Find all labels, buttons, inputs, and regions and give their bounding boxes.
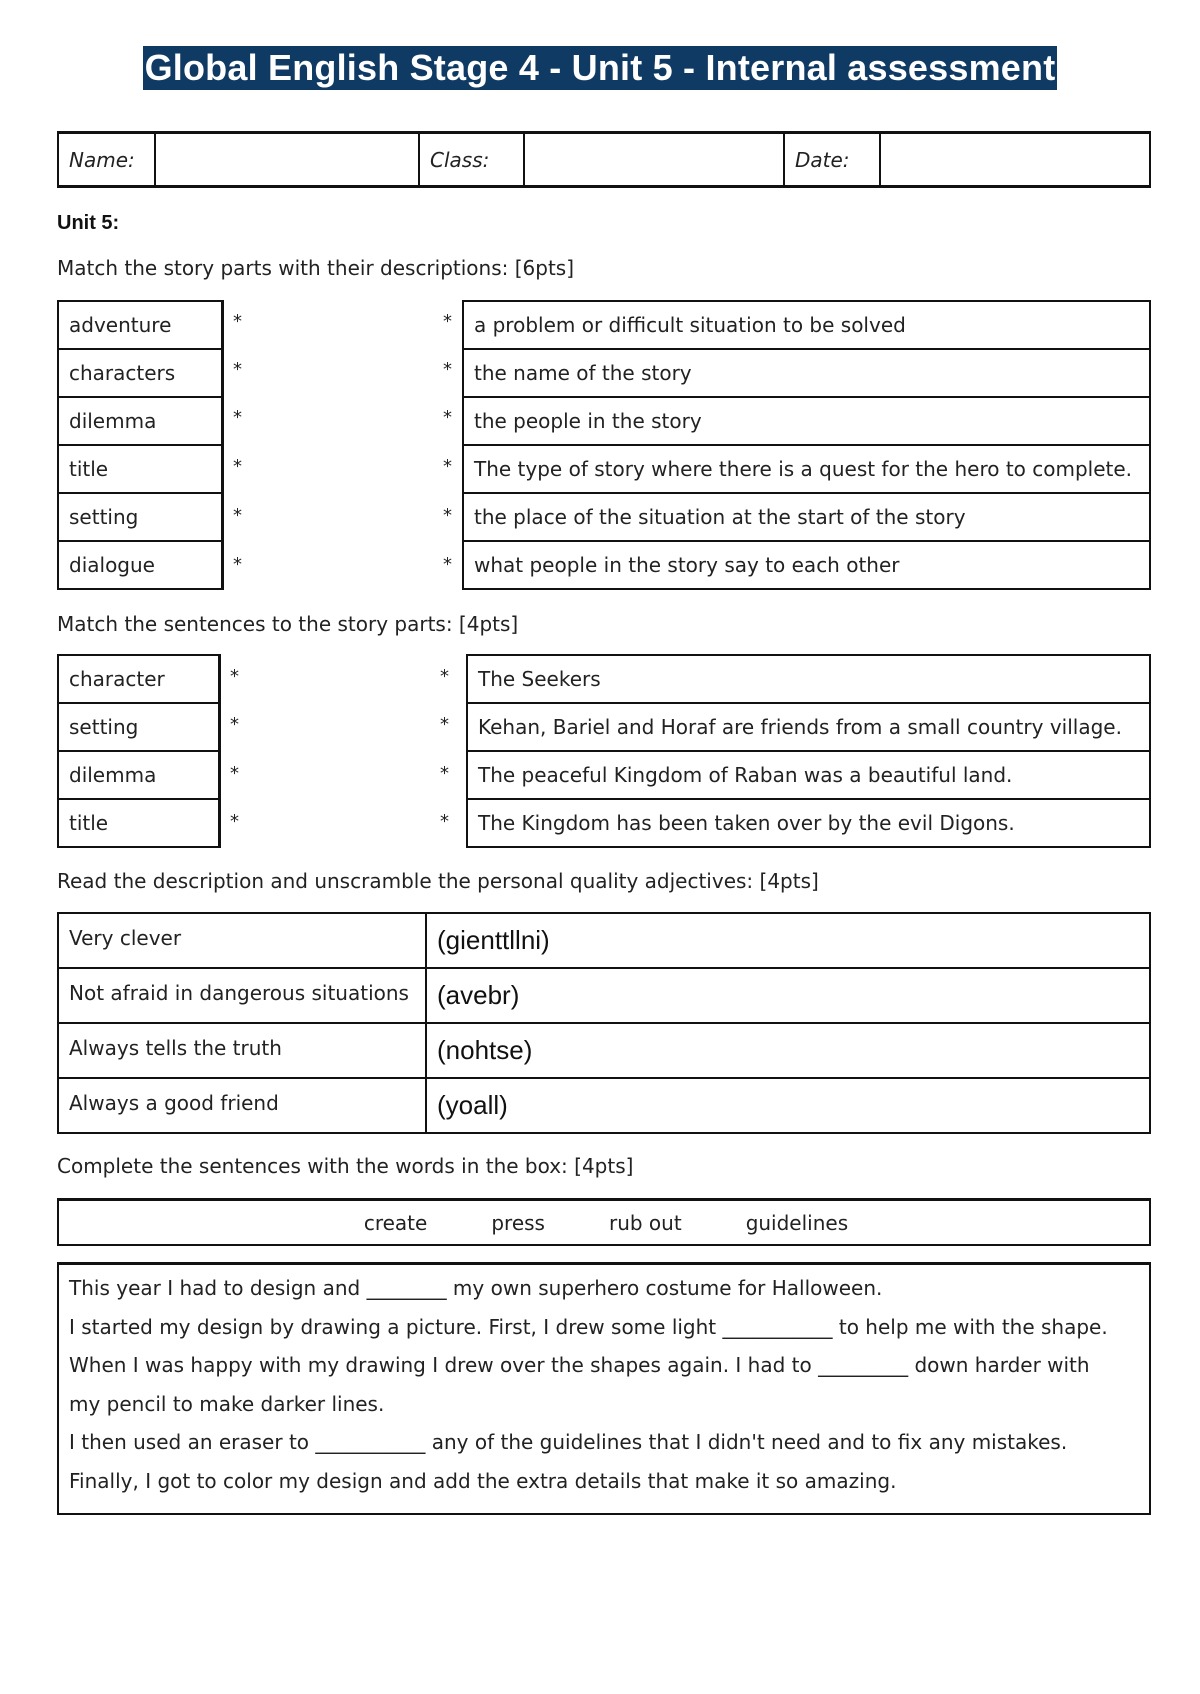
sentence-item: Kehan, Bariel and Horaf are friends from a small country village. [467, 703, 1150, 751]
section2-right-table [466, 654, 1151, 848]
match-point-left[interactable]: * [230, 811, 239, 832]
match-point-right[interactable]: * [443, 505, 452, 526]
class-label: Class: [419, 133, 524, 187]
paragraph-line[interactable]: When I was happy with my drawing I drew over the shapes again. I had to _________ down harder with [69, 1353, 1090, 1377]
adjective-description: Always a good friend [58, 1078, 426, 1133]
paragraph-line[interactable]: This year I had to design and ________ my own superhero costume for Halloween. [69, 1276, 883, 1300]
match-point-left[interactable]: * [233, 407, 242, 428]
match-point-right[interactable]: * [440, 811, 449, 832]
match-point-right[interactable]: * [440, 763, 449, 784]
word-box-item: create [363, 1210, 428, 1235]
sentence-item: The Seekers [467, 655, 1150, 703]
section4-instruction: Complete the sentences with the words in the box: [4pts] [57, 1154, 634, 1178]
description-item: a problem or difficult situation to be solved [463, 301, 1150, 349]
adjective-description: Not afraid in dangerous situations [58, 968, 426, 1023]
story-part-item: adventure [58, 301, 223, 349]
match-point-left[interactable]: * [233, 456, 242, 477]
match-point-right[interactable]: * [440, 666, 449, 687]
story-part-item: dilemma [58, 751, 220, 799]
match-point-right[interactable]: * [443, 407, 452, 428]
section1-right-table [462, 300, 1151, 590]
section1-left-table [57, 300, 224, 590]
table-row [58, 913, 1150, 968]
story-part-item: setting [58, 493, 223, 541]
date-field[interactable] [880, 133, 1150, 187]
name-field[interactable] [155, 133, 419, 187]
story-part-item: characters [58, 349, 223, 397]
paragraph-line[interactable]: I started my design by drawing a picture. First, I drew some light ___________ to help me with the shape. [69, 1314, 1108, 1339]
scrambled-word[interactable]: (nohtse) [426, 1023, 1150, 1078]
match-point-left[interactable]: * [233, 554, 242, 575]
class-field[interactable] [524, 133, 784, 187]
adjective-description: Always tells the truth [58, 1023, 426, 1078]
date-label: Date: [784, 133, 880, 187]
paragraph-line[interactable]: I then used an eraser to ___________ any of the guidelines that I didn't need and to fix any mistakes. [69, 1430, 1068, 1454]
description-item: The type of story where there is a quest for the hero to complete. [463, 445, 1150, 493]
section3-instruction: Read the description and unscramble the personal quality adjectives: [4pts] [57, 869, 819, 893]
story-part-item: dilemma [58, 397, 223, 445]
scrambled-word[interactable]: (avebr) [426, 968, 1150, 1023]
paragraph-line: my pencil to make darker lines. [69, 1391, 385, 1416]
story-part-item: dialogue [58, 541, 223, 589]
page-title: Global English Stage 4 - Unit 5 - Internal assessment [144, 47, 1056, 88]
match-point-right[interactable]: * [443, 554, 452, 575]
story-part-item: title [58, 799, 220, 847]
section2-instruction: Match the sentences to the story parts: [4pts] [57, 612, 519, 636]
word-box-item: rub out [608, 1210, 682, 1235]
description-item: what people in the story say to each other [463, 541, 1150, 589]
story-part-item: title [58, 445, 223, 493]
match-point-left[interactable]: * [233, 359, 242, 380]
match-point-left[interactable]: * [230, 666, 239, 687]
section2-left-table [57, 654, 221, 848]
word-box-item: guidelines [745, 1210, 849, 1235]
scrambled-word[interactable]: (yoall) [426, 1078, 1150, 1133]
story-part-item: setting [58, 703, 220, 751]
fill-in-paragraph [57, 1262, 1151, 1515]
table-row [58, 1078, 1150, 1133]
match-point-right[interactable]: * [443, 311, 452, 332]
match-point-right[interactable]: * [440, 714, 449, 735]
description-item: the people in the story [463, 397, 1150, 445]
match-point-left[interactable]: * [230, 763, 239, 784]
description-item: the name of the story [463, 349, 1150, 397]
match-point-right[interactable]: * [443, 456, 452, 477]
match-point-left[interactable]: * [233, 311, 242, 332]
scrambled-word[interactable]: (gienttllni) [426, 913, 1150, 968]
table-row [58, 968, 1150, 1023]
name-label: Name: [58, 133, 155, 187]
title-container [0, 46, 1200, 90]
adjective-description: Very clever [58, 913, 426, 968]
sentence-item: The Kingdom has been taken over by the evil Digons. [467, 799, 1150, 847]
match-point-left[interactable]: * [230, 714, 239, 735]
word-box-item: press [491, 1210, 545, 1235]
story-part-item: character [58, 655, 220, 703]
student-info-table [57, 131, 1151, 188]
adjectives-table [57, 912, 1151, 1134]
section1-instruction: Match the story parts with their descriptions: [6pts] [57, 256, 575, 280]
table-row [58, 1023, 1150, 1078]
paragraph-line: Finally, I got to color my design and add the extra details that make it so amazing. [69, 1468, 897, 1493]
match-point-right[interactable]: * [443, 359, 452, 380]
match-point-left[interactable]: * [233, 505, 242, 526]
sentence-item: The peaceful Kingdom of Raban was a beautiful land. [467, 751, 1150, 799]
word-box [57, 1198, 1151, 1246]
description-item: the place of the situation at the start of the story [463, 493, 1150, 541]
unit-label: Unit 5: [57, 212, 120, 234]
